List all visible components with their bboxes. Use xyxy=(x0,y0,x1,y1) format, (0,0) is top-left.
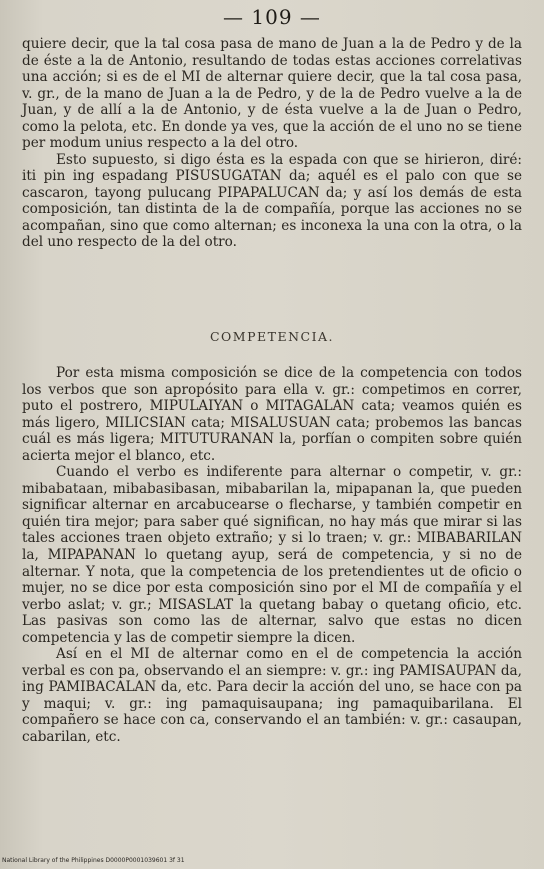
section-heading: COMPETENCIA. xyxy=(209,329,335,344)
library-footer: National Library of the Philippines D0000P0001039601 3f 31 xyxy=(2,857,185,864)
paragraph: Cuando el verbo es indiferente para alternar o competir, v. gr.: mibabataan, mibabasibasan, mibabarilan la, mipapanan la, que pueden significar alternar en arcabucearse o flecharse, y también competir en quién tira mejor; para saber qué significan, no hay más que mirar si las tales acciones traen objeto extraño; y si lo traen; v. gr.: MIBABARILAN la, MIPAPANAN lo quetang ayup, será de competencia, y si no de alternar. Y nota, que la competencia de los pretendientes ut de oficio o mujer, no se dice por esta composición sino por el MI de compañía y el verbo aslat; v. gr.; MISASLAT la quetang babay o quetang oficio, etc. Las pasivas son como las de alternar, salvo que estas no dicen competencia y las de competir siempre la dicen. xyxy=(22,464,522,646)
paragraph: Por esta misma composición se dice de la competencia con todos los verbos que son apropósito para ella v. gr.: competimos en correr, puto el postrero, MIPULAIYAN o MITAGALAN cata; veamos quién es más ligero, MILICSIAN cata; MISALUSUAN cata; probemos las bancas cuál es más ligera; MITUTURANAN la, porfían o compiten sobre quién acierta mejor el blanco, etc. xyxy=(22,365,522,464)
paragraph: Así en el MI de alternar como en el de competencia la acción verbal es con pa, observando el an siempre: v. gr.: ing PAMISAUPAN da, ing PAMIBACALAN da, etc. Para decir la acción del uno, se hace con pa y maqui; v. gr.: ing pamaquisaupana; ing pamaquibarilana. El compañero se hace con ca, conservando el an también: v. gr.: casaupan, cabarilan, etc. xyxy=(22,646,522,746)
page-number: — 109 — xyxy=(223,5,321,29)
paragraph: Esto supuesto, si digo ésta es la espada con que se hirieron, diré: iti pin ing espadang PISUSUGATAN da; aquél es el palo con que se cascaron, tayong pulucang PIPAPALUCAN da; y así los demás de esta composición, tan distinta de la de compañía, porque las acciones no se acompañan, sino que como alternan; es inconexa la una con la otra, o la del uno respecto de la del otro. xyxy=(22,151,522,250)
paragraph: quiere decir, que la tal cosa pasa de mano de Juan a la de Pedro y de la de éste a la de Antonio, resultando de todas estas acciones correlativas una acción; si es de el MI de alternar quiere decir, que la tal cosa pasa, v. gr., de la mano de Juan a la de Pedro, y de la de Pedro vuelve a la de Juan, y de allí a la de Antonio, y de ésta vuelve a la de Juan o Pedro, como la pelota, etc. En donde ya ves, que la acción de el uno no se tiene per modum unius respecto a la del otro. xyxy=(22,36,522,151)
body-text-top xyxy=(22,36,522,251)
body-text-bottom xyxy=(22,365,522,746)
